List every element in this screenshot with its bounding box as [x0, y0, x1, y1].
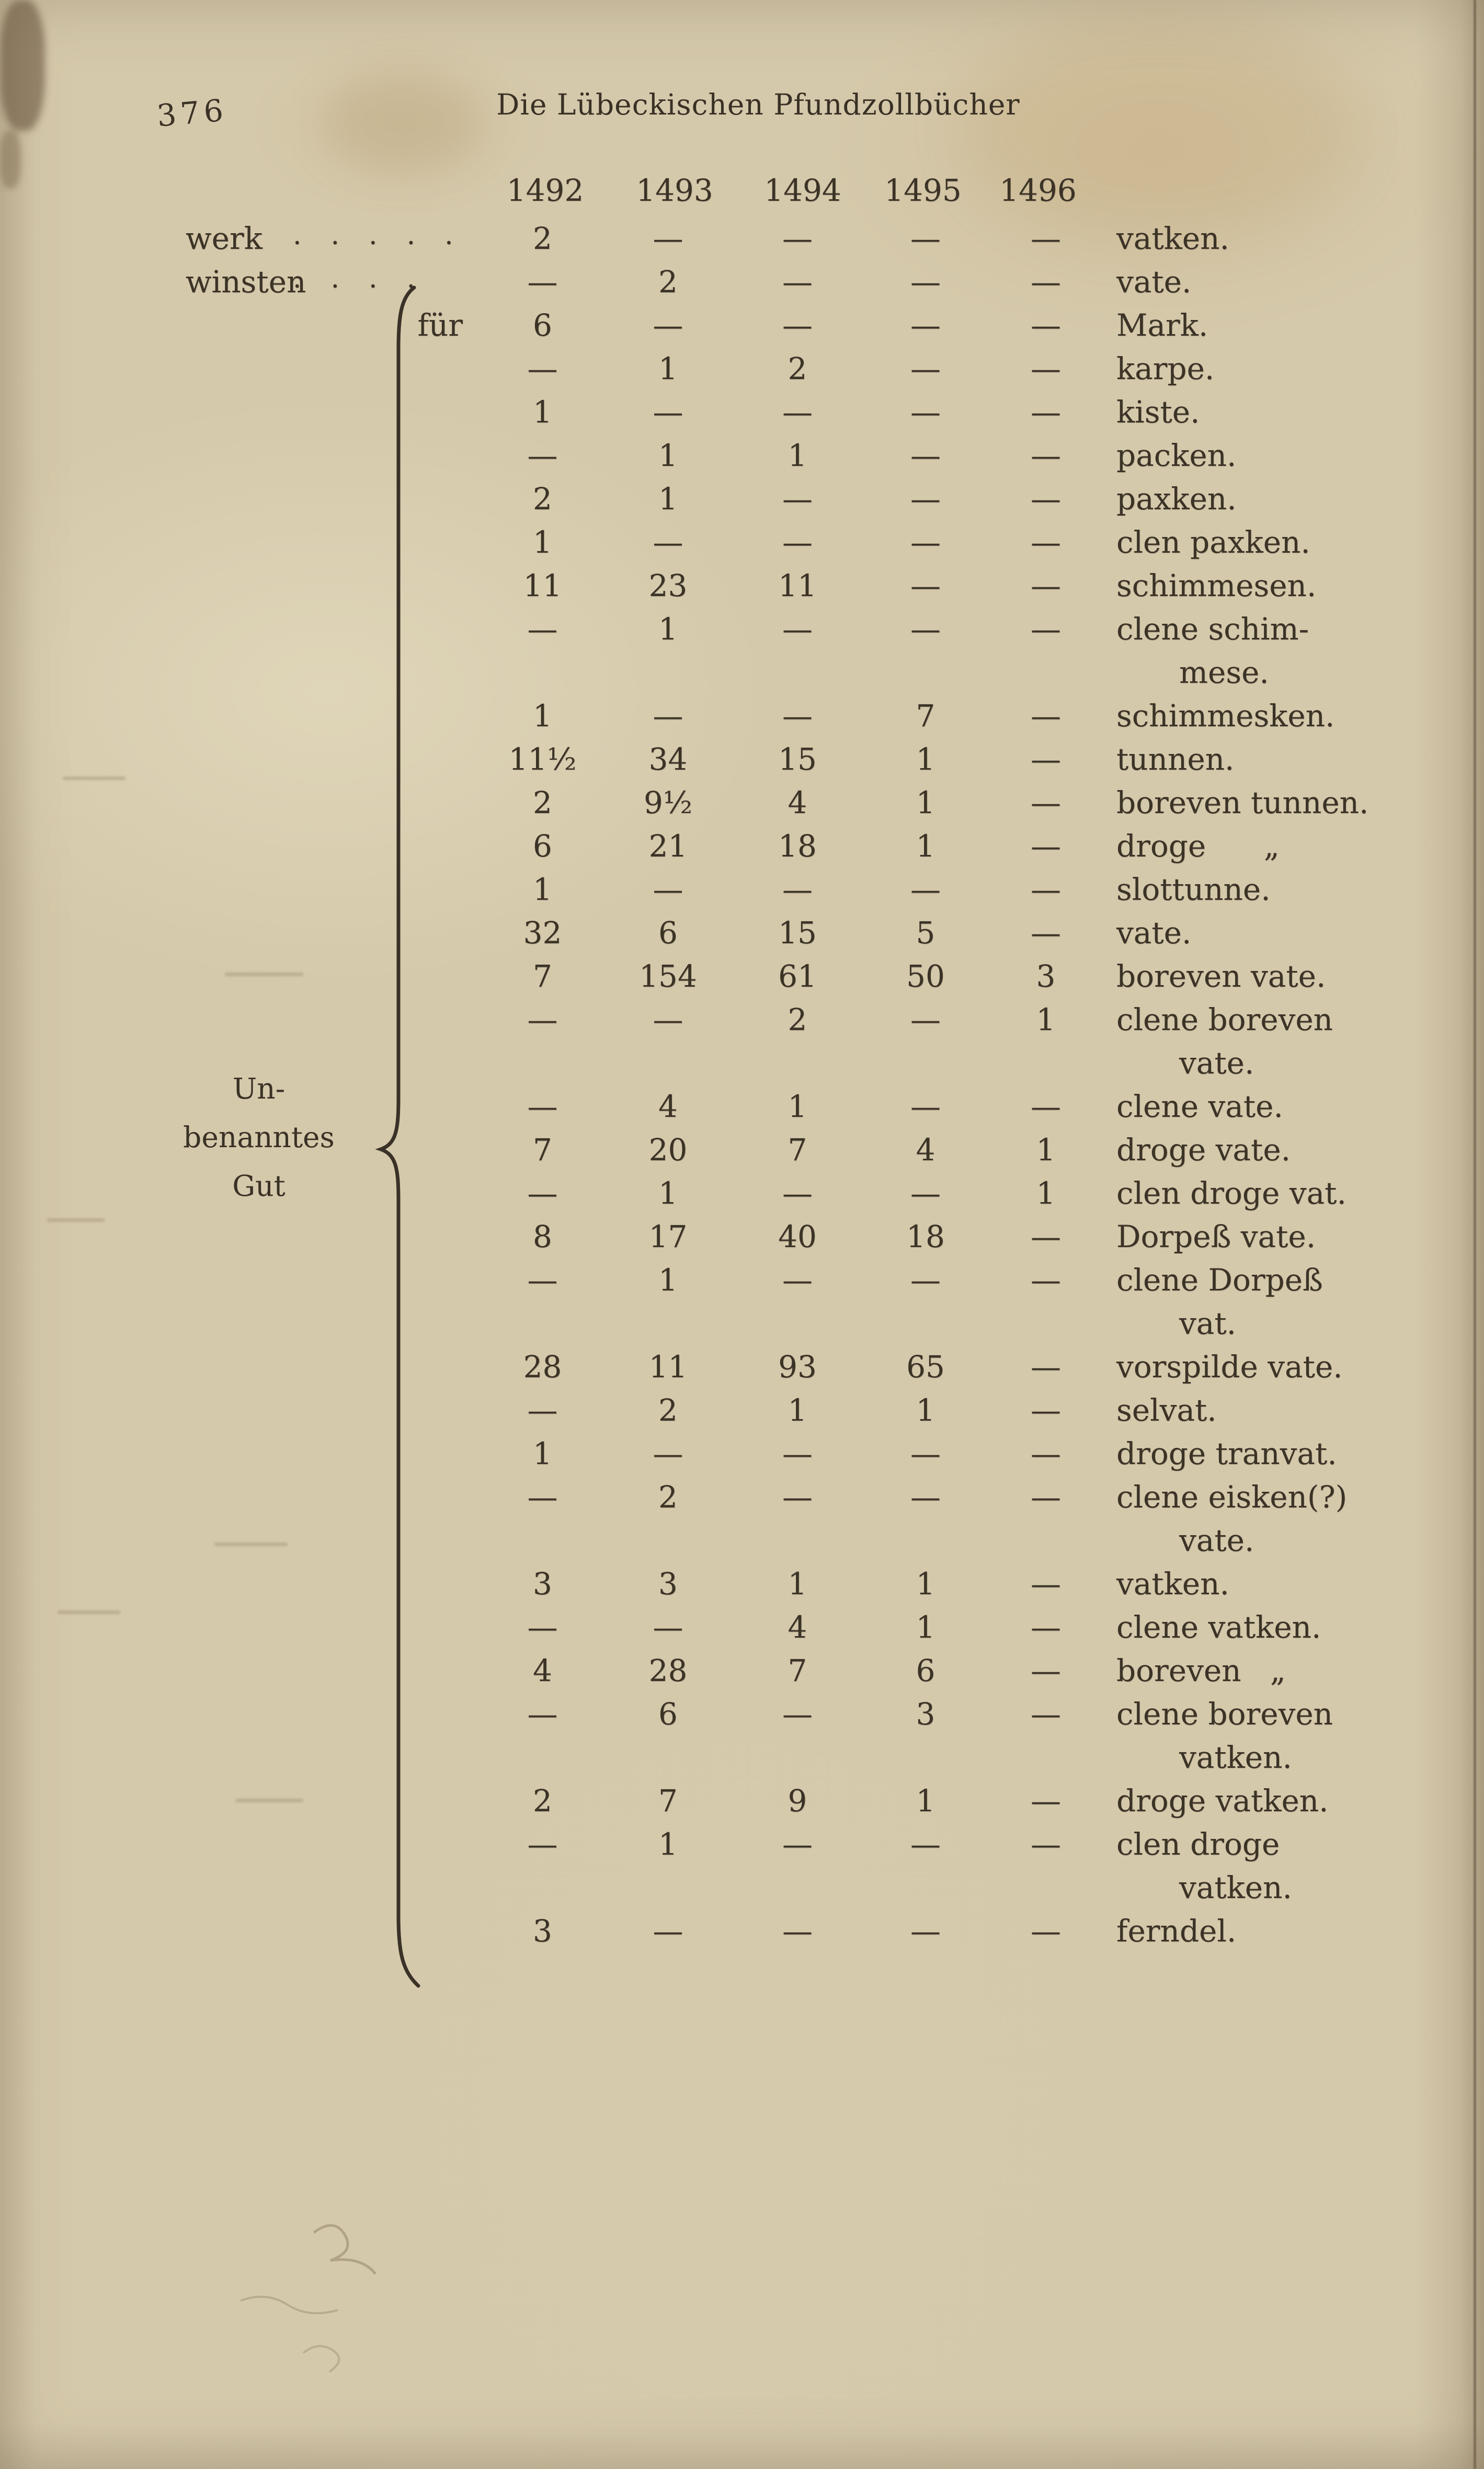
value-1493: 6 — [658, 915, 678, 951]
table-row — [0, 521, 1484, 564]
value-1496: — — [1031, 698, 1061, 734]
value-1493: — — [653, 524, 683, 560]
table-row — [0, 1823, 1484, 1910]
item-label-cell — [1103, 1432, 1484, 1476]
fur-label: für — [417, 307, 463, 343]
value-1492: — — [527, 611, 558, 647]
value-1496: — — [1031, 438, 1061, 473]
value-1496: — — [1031, 1783, 1061, 1819]
row-left-label: werk — [186, 221, 262, 256]
value-1493: — — [653, 221, 683, 256]
item-label: clen droge — [1116, 1826, 1280, 1862]
value-1495: 5 — [916, 915, 935, 951]
item-label-cell — [1103, 1389, 1484, 1432]
table-row — [0, 1476, 1484, 1562]
value-1496: — — [1031, 611, 1061, 647]
value-1494: 1 — [787, 1392, 807, 1428]
value-1496: 1 — [1036, 1132, 1056, 1168]
value-1494: 1 — [787, 438, 807, 473]
item-label-cell — [1103, 1562, 1484, 1606]
value-1494: 2 — [787, 351, 807, 386]
pencil-scribbles — [146, 2186, 512, 2405]
item-label-line2: vate. — [1179, 1045, 1254, 1081]
item-label-cell — [1103, 1259, 1484, 1345]
item-label-cell — [1103, 217, 1484, 260]
value-1494: 1 — [787, 1089, 807, 1124]
value-1495: — — [910, 264, 941, 300]
item-label: ferndel. — [1116, 1913, 1237, 1949]
item-label: kiste. — [1116, 394, 1200, 430]
value-1493: — — [653, 307, 683, 343]
value-1492: 11½ — [508, 741, 577, 777]
value-1494: 40 — [778, 1219, 817, 1254]
value-1495: 1 — [916, 1783, 935, 1819]
value-1495: — — [910, 1175, 941, 1211]
item-label-cell — [1103, 694, 1484, 738]
table-row — [0, 217, 1484, 260]
value-1496: — — [1031, 1219, 1061, 1254]
year-header-1495: 1495 — [884, 173, 962, 208]
value-1492: 6 — [533, 828, 552, 864]
value-1494: 4 — [787, 785, 807, 820]
value-1493: 1 — [658, 351, 678, 386]
value-1496: — — [1031, 1349, 1061, 1385]
value-1493: 4 — [658, 1089, 678, 1124]
value-1493: 2 — [658, 1392, 678, 1428]
item-label: clene boreven — [1116, 1002, 1333, 1037]
value-1495: — — [910, 481, 941, 517]
value-1493: 1 — [658, 438, 678, 473]
item-label-line2: vatken. — [1179, 1870, 1292, 1905]
value-1494: — — [782, 394, 813, 430]
item-label-cell — [1103, 825, 1484, 868]
item-label-line2: vat. — [1179, 1306, 1237, 1341]
table-row — [0, 955, 1484, 998]
item-label-cell — [1103, 1476, 1484, 1562]
item-label: selvat. — [1116, 1392, 1217, 1428]
item-label: vatken. — [1116, 221, 1229, 256]
value-1496: — — [1031, 1566, 1061, 1602]
value-1494: — — [782, 1696, 813, 1732]
item-label-cell — [1103, 1649, 1484, 1693]
value-1496: — — [1031, 481, 1061, 517]
table-row — [0, 825, 1484, 868]
table-row — [0, 1215, 1484, 1259]
value-1496: — — [1031, 1913, 1061, 1949]
item-label: clene vatken. — [1116, 1609, 1321, 1645]
toll-table — [0, 217, 1484, 1953]
item-label: clene eisken(?) — [1116, 1479, 1348, 1515]
value-1494: 15 — [778, 915, 817, 951]
value-1495: — — [910, 351, 941, 386]
value-1492: — — [527, 351, 558, 386]
value-1496: — — [1031, 1653, 1061, 1688]
table-row — [0, 477, 1484, 521]
item-label-cell — [1103, 998, 1484, 1085]
item-label: schimmesken. — [1116, 698, 1335, 734]
table-row — [0, 1085, 1484, 1128]
value-1493: 6 — [658, 1696, 678, 1732]
item-label: boreven tunnen. — [1116, 785, 1369, 820]
value-1496: — — [1031, 1609, 1061, 1645]
item-label-cell — [1103, 911, 1484, 955]
item-label-cell — [1103, 1823, 1484, 1910]
value-1492: — — [527, 1826, 558, 1862]
table-row — [0, 304, 1484, 347]
item-label-cell — [1103, 1345, 1484, 1389]
value-1492: 8 — [533, 1219, 552, 1254]
value-1494: 1 — [787, 1566, 807, 1602]
table-row — [0, 1779, 1484, 1823]
item-label: slottunne. — [1116, 872, 1271, 907]
year-header-1492: 1492 — [506, 173, 584, 208]
value-1493: — — [653, 872, 683, 907]
value-1493: 3 — [658, 1566, 678, 1602]
item-label: clen paxken. — [1116, 524, 1310, 560]
value-1494: 7 — [787, 1132, 807, 1168]
item-label-cell — [1103, 1085, 1484, 1128]
table-row — [0, 781, 1484, 825]
table-row — [0, 1172, 1484, 1215]
value-1493: — — [653, 1609, 683, 1645]
value-1495: — — [910, 394, 941, 430]
group-label-line: Gut — [232, 1169, 286, 1203]
value-1493: 34 — [648, 741, 688, 777]
table-row — [0, 1562, 1484, 1606]
value-1493: 154 — [639, 958, 697, 994]
value-1495: 7 — [916, 698, 935, 734]
value-1496: — — [1031, 568, 1061, 603]
table-row — [0, 260, 1484, 304]
item-label: droge vate. — [1116, 1132, 1291, 1168]
table-row — [0, 694, 1484, 738]
value-1495: — — [910, 872, 941, 907]
item-label: vate. — [1116, 264, 1192, 300]
value-1494: — — [782, 698, 813, 734]
value-1492: 2 — [533, 481, 552, 517]
value-1495: 1 — [916, 1392, 935, 1428]
value-1493: 20 — [648, 1132, 688, 1168]
value-1494: 4 — [787, 1609, 807, 1645]
table-row — [0, 564, 1484, 608]
item-label: Dorpeß vate. — [1116, 1219, 1316, 1254]
value-1494: — — [782, 307, 813, 343]
value-1496: — — [1031, 1262, 1061, 1298]
table-row — [0, 738, 1484, 781]
value-1494: — — [782, 1175, 813, 1211]
year-header-1494: 1494 — [764, 173, 841, 208]
value-1494: — — [782, 524, 813, 560]
item-label-cell — [1103, 1172, 1484, 1215]
value-1494: 93 — [778, 1349, 817, 1385]
value-1494: 11 — [778, 568, 817, 603]
value-1493: — — [653, 698, 683, 734]
value-1493: 7 — [658, 1783, 678, 1819]
value-1495: 1 — [916, 785, 935, 820]
table-row — [0, 1259, 1484, 1345]
dot-leaders: .... — [293, 263, 445, 294]
value-1492: — — [527, 438, 558, 473]
year-header-row — [0, 169, 1484, 212]
item-label-cell — [1103, 347, 1484, 391]
item-label: clene boreven — [1116, 1696, 1333, 1732]
item-label: clen droge vat. — [1116, 1175, 1346, 1211]
value-1495: 3 — [916, 1696, 935, 1732]
value-1492: 6 — [533, 307, 552, 343]
value-1495: 65 — [906, 1349, 945, 1385]
item-label-line2: vate. — [1179, 1523, 1254, 1558]
value-1494: — — [782, 481, 813, 517]
item-label: vorspilde vate. — [1116, 1349, 1343, 1385]
value-1493: 2 — [658, 264, 678, 300]
value-1494: — — [782, 264, 813, 300]
value-1493: 23 — [648, 568, 688, 603]
value-1495: — — [910, 1913, 941, 1949]
value-1496: — — [1031, 351, 1061, 386]
value-1493: 9½ — [643, 785, 693, 820]
value-1493: 17 — [648, 1219, 688, 1254]
value-1493: 1 — [658, 1262, 678, 1298]
value-1494: 15 — [778, 741, 817, 777]
value-1495: 6 — [916, 1653, 935, 1688]
item-label-cell — [1103, 564, 1484, 608]
item-label-cell — [1103, 434, 1484, 477]
table-row — [0, 1389, 1484, 1432]
value-1494: 9 — [787, 1783, 807, 1819]
value-1494: — — [782, 872, 813, 907]
value-1494: 7 — [787, 1653, 807, 1688]
value-1496: — — [1031, 915, 1061, 951]
value-1495: — — [910, 438, 941, 473]
table-row — [0, 1693, 1484, 1779]
item-label: karpe. — [1116, 351, 1215, 386]
value-1494: 61 — [778, 958, 817, 994]
value-1492: 3 — [533, 1566, 552, 1602]
value-1492: — — [527, 264, 558, 300]
value-1495: 1 — [916, 741, 935, 777]
item-label: vate. — [1116, 915, 1192, 951]
group-label-line: Un- — [232, 1072, 286, 1105]
value-1492: 2 — [533, 785, 552, 820]
value-1492: 7 — [533, 1132, 552, 1168]
value-1492: 2 — [533, 1783, 552, 1819]
item-label: boreven „ — [1116, 1653, 1286, 1688]
item-label-cell — [1103, 391, 1484, 434]
table-row — [0, 998, 1484, 1085]
value-1495: 1 — [916, 1566, 935, 1602]
value-1492: 4 — [533, 1653, 552, 1688]
value-1492: 7 — [533, 958, 552, 994]
item-label-cell — [1103, 781, 1484, 825]
value-1492: — — [527, 1002, 558, 1037]
value-1493: 21 — [648, 828, 688, 864]
table-row — [0, 1128, 1484, 1172]
table-row — [0, 1345, 1484, 1389]
item-label-cell — [1103, 260, 1484, 304]
table-row — [0, 1606, 1484, 1649]
item-label-cell — [1103, 1606, 1484, 1649]
value-1495: — — [910, 307, 941, 343]
value-1495: 1 — [916, 828, 935, 864]
value-1492: 1 — [533, 698, 552, 734]
table-row — [0, 1432, 1484, 1476]
value-1496: — — [1031, 828, 1061, 864]
value-1492: — — [527, 1175, 558, 1211]
value-1494: — — [782, 1913, 813, 1949]
item-label-cell — [1103, 1910, 1484, 1953]
value-1492: — — [527, 1392, 558, 1428]
value-1493: 1 — [658, 611, 678, 647]
value-1493: 11 — [648, 1349, 688, 1385]
value-1495: 50 — [906, 958, 945, 994]
table-row — [0, 608, 1484, 694]
dot-leaders: ..... — [293, 220, 483, 251]
value-1492: 1 — [533, 394, 552, 430]
value-1492: 3 — [533, 1913, 552, 1949]
item-label: droge „ — [1116, 828, 1280, 864]
item-label-cell — [1103, 477, 1484, 521]
value-1496: — — [1031, 1392, 1061, 1428]
value-1494: 18 — [778, 828, 817, 864]
item-label-cell — [1103, 1693, 1484, 1779]
row-left-label: winsten — [186, 264, 306, 300]
item-label: Mark. — [1116, 307, 1208, 343]
value-1492: 1 — [533, 524, 552, 560]
value-1492: 2 — [533, 221, 552, 256]
value-1496: — — [1031, 872, 1061, 907]
value-1495: — — [910, 1826, 941, 1862]
year-header-1493: 1493 — [636, 173, 713, 208]
year-header-1496: 1496 — [999, 173, 1077, 208]
value-1493: 1 — [658, 1826, 678, 1862]
page-number: 376 — [155, 92, 229, 134]
item-label-cell — [1103, 1215, 1484, 1259]
item-label: droge vatken. — [1116, 1783, 1329, 1819]
value-1494: — — [782, 221, 813, 256]
value-1496: — — [1031, 1479, 1061, 1515]
value-1492: 1 — [533, 1436, 552, 1471]
item-label: schimmesen. — [1116, 568, 1317, 603]
table-row — [0, 347, 1484, 391]
value-1492: — — [527, 1609, 558, 1645]
value-1496: — — [1031, 524, 1061, 560]
value-1492: — — [527, 1262, 558, 1298]
value-1492: 11 — [523, 568, 562, 603]
value-1495: — — [910, 221, 941, 256]
item-label: clene schim- — [1116, 611, 1309, 647]
value-1495: — — [910, 1002, 941, 1037]
item-label-cell — [1103, 1128, 1484, 1172]
item-label: droge tranvat. — [1116, 1436, 1337, 1471]
value-1496: — — [1031, 785, 1061, 820]
item-label: paxken. — [1116, 481, 1237, 517]
value-1496: 1 — [1036, 1002, 1056, 1037]
value-1494: 2 — [787, 1002, 807, 1037]
value-1493: 1 — [658, 481, 678, 517]
value-1492: — — [527, 1089, 558, 1124]
value-1495: — — [910, 1089, 941, 1124]
value-1495: 4 — [916, 1132, 935, 1168]
group-label-line: benanntes — [183, 1121, 335, 1154]
value-1494: — — [782, 1436, 813, 1471]
value-1495: 18 — [906, 1219, 945, 1254]
value-1493: 2 — [658, 1479, 678, 1515]
value-1496: — — [1031, 741, 1061, 777]
item-label: vatken. — [1116, 1566, 1229, 1602]
item-label-line2: mese. — [1179, 655, 1269, 690]
item-label-cell — [1103, 304, 1484, 347]
table-row — [0, 434, 1484, 477]
table-row — [0, 911, 1484, 955]
item-label: packen. — [1116, 438, 1237, 473]
table-row — [0, 1649, 1484, 1693]
value-1494: — — [782, 1262, 813, 1298]
value-1493: — — [653, 394, 683, 430]
item-label-cell — [1103, 868, 1484, 911]
value-1495: — — [910, 524, 941, 560]
value-1492: 32 — [523, 915, 562, 951]
item-label-line2: vatken. — [1179, 1740, 1292, 1775]
value-1494: — — [782, 1479, 813, 1515]
table-row — [0, 391, 1484, 434]
value-1496: 1 — [1036, 1175, 1056, 1211]
value-1493: — — [653, 1002, 683, 1037]
value-1493: 1 — [658, 1175, 678, 1211]
value-1496: — — [1031, 1436, 1061, 1471]
item-label-cell — [1103, 738, 1484, 781]
item-label: tunnen. — [1116, 741, 1235, 777]
value-1495: — — [910, 1262, 941, 1298]
value-1495: 1 — [916, 1609, 935, 1645]
value-1495: — — [910, 1479, 941, 1515]
value-1496: — — [1031, 1089, 1061, 1124]
value-1494: — — [782, 611, 813, 647]
item-label-cell — [1103, 521, 1484, 564]
item-label-cell — [1103, 955, 1484, 998]
page-title: Die Lübeckischen Pfundzollbücher — [496, 88, 1020, 121]
value-1492: — — [527, 1479, 558, 1515]
value-1496: — — [1031, 264, 1061, 300]
value-1493: 28 — [648, 1653, 688, 1688]
value-1496: — — [1031, 1696, 1061, 1732]
value-1495: — — [910, 611, 941, 647]
value-1493: — — [653, 1913, 683, 1949]
value-1496: 3 — [1036, 958, 1056, 994]
value-1492: — — [527, 1696, 558, 1732]
item-label: clene vate. — [1116, 1089, 1283, 1124]
table-row — [0, 1910, 1484, 1953]
value-1496: — — [1031, 1826, 1061, 1862]
value-1495: — — [910, 568, 941, 603]
value-1495: — — [910, 1436, 941, 1471]
table-row — [0, 868, 1484, 911]
value-1492: 1 — [533, 872, 552, 907]
item-label-cell — [1103, 1779, 1484, 1823]
value-1494: — — [782, 1826, 813, 1862]
value-1496: — — [1031, 221, 1061, 256]
value-1492: 28 — [523, 1349, 562, 1385]
item-label: clene Dorpeß — [1116, 1262, 1323, 1298]
value-1496: — — [1031, 394, 1061, 430]
value-1493: — — [653, 1436, 683, 1471]
item-label: boreven vate. — [1116, 958, 1326, 994]
item-label-cell — [1103, 608, 1484, 694]
value-1496: — — [1031, 307, 1061, 343]
